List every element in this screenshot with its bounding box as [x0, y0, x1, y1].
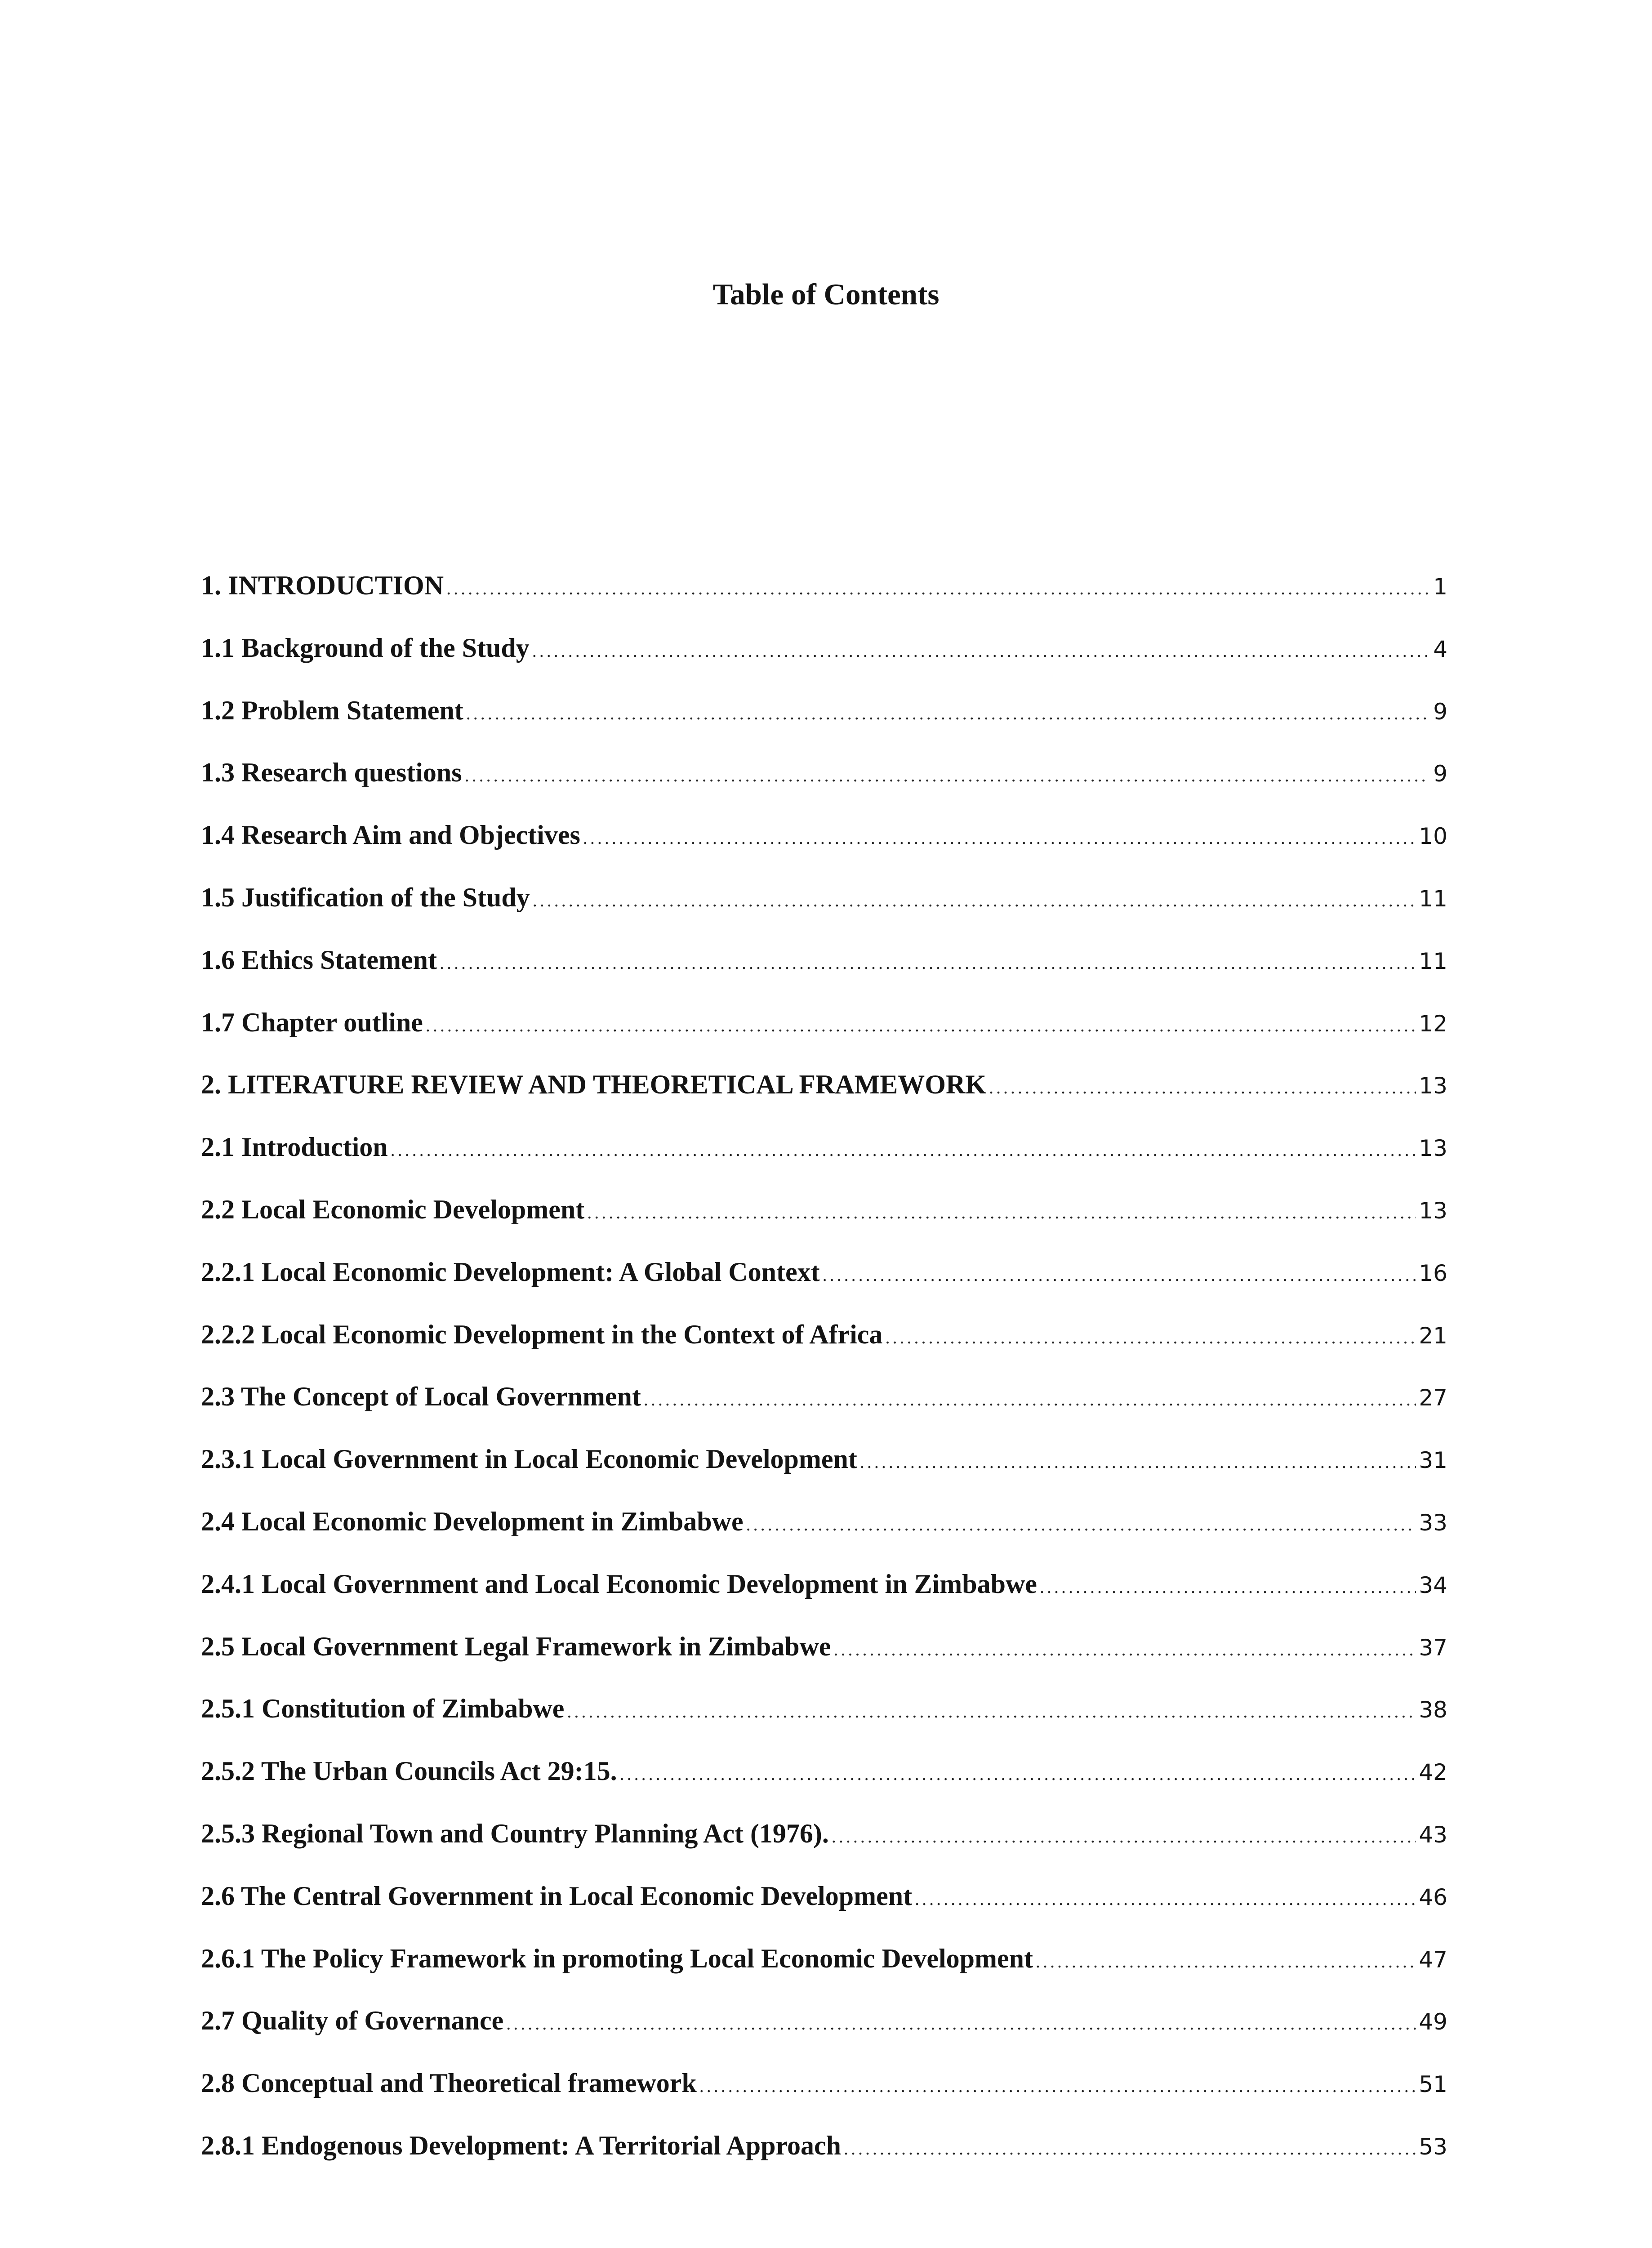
toc-entry-label: 1. INTRODUCTION	[201, 571, 444, 600]
toc-entry[interactable]	[201, 2130, 1447, 2193]
toc-entry[interactable]	[201, 1631, 1447, 1694]
toc-entry[interactable]	[201, 1319, 1447, 1382]
toc-dot-leader	[823, 1264, 1416, 1285]
toc-dot-leader	[440, 952, 1416, 973]
toc-entry-label: 2.6.1 The Policy Framework in promoting Local Economic Development	[201, 1943, 1033, 1973]
toc-entry[interactable]	[201, 882, 1447, 945]
toc-entry-label: 2.5.2 The Urban Councils Act 29:15.	[201, 1756, 617, 1786]
toc-entry[interactable]	[201, 1756, 1447, 1818]
toc-dot-leader	[466, 703, 1429, 724]
toc-dot-leader	[1036, 1951, 1416, 1972]
toc-entry-label: 2.8 Conceptual and Theoretical framework	[201, 2068, 697, 2098]
toc-entry-page-number: 46	[1419, 1884, 1447, 1910]
toc-dot-leader	[583, 827, 1416, 848]
toc-entry-label: 1.3 Research questions	[201, 758, 462, 788]
toc-entry-page-number: 53	[1419, 2133, 1447, 2160]
toc-dot-leader	[746, 1514, 1416, 1535]
toc-entry[interactable]	[201, 1381, 1447, 1444]
toc-entry-page-number: 43	[1419, 1821, 1447, 1848]
toc-dot-leader	[989, 1077, 1416, 1098]
toc-entry-page-number: 13	[1419, 1135, 1447, 1162]
toc-entry-label: 2.8.1 Endogenous Development: A Territorial Approach	[201, 2130, 842, 2160]
toc-entry[interactable]	[201, 695, 1447, 758]
toc-entry[interactable]	[201, 2068, 1447, 2130]
toc-entry-page-number: 13	[1419, 1073, 1447, 1099]
toc-entry-label: 1.2 Problem Statement	[201, 695, 463, 725]
toc-entry[interactable]	[201, 1881, 1447, 1943]
toc-entry[interactable]	[201, 1444, 1447, 1506]
toc-entry-page-number: 37	[1419, 1634, 1447, 1661]
toc-entry-label: 2.4 Local Economic Development in Zimbabwe	[201, 1506, 744, 1536]
toc-entry-page-number: 12	[1419, 1010, 1447, 1037]
toc-entry-page-number: 51	[1419, 2071, 1447, 2098]
toc-entry-label: 2.1 Introduction	[201, 1132, 388, 1162]
toc-dot-leader	[446, 578, 1429, 599]
toc-dot-leader	[587, 1202, 1416, 1223]
toc-entry[interactable]	[201, 1569, 1447, 1631]
toc-dot-leader	[567, 1701, 1416, 1722]
toc-entry-label: 2.2.2 Local Economic Development in the Context of Africa	[201, 1319, 883, 1349]
toc-dot-leader	[532, 640, 1429, 661]
toc-entry[interactable]	[201, 1943, 1447, 2006]
toc-entry-label: 2.2.1 Local Economic Development: A Global Context	[201, 1257, 820, 1287]
toc-entry-page-number: 34	[1419, 1572, 1447, 1598]
toc-entry-label: 1.6 Ethics Statement	[201, 945, 437, 975]
toc-entry[interactable]	[201, 633, 1447, 695]
toc-dot-leader	[699, 2075, 1416, 2096]
toc-entry-page-number: 31	[1419, 1447, 1447, 1474]
toc-entry-page-number: 38	[1419, 1697, 1447, 1723]
toc-entry-page-number: 4	[1433, 636, 1447, 662]
toc-entry[interactable]	[201, 1132, 1447, 1194]
toc-entry-page-number: 49	[1419, 2009, 1447, 2035]
toc-dot-leader	[620, 1763, 1416, 1784]
toc-entry[interactable]	[201, 1194, 1447, 1257]
toc-entry-label: 2.2 Local Economic Development	[201, 1194, 585, 1224]
toc-entry[interactable]	[201, 2005, 1447, 2068]
toc-dot-leader	[426, 1015, 1416, 1036]
toc-entry[interactable]	[201, 1257, 1447, 1319]
toc-dot-leader	[533, 890, 1416, 911]
toc-entry[interactable]	[201, 945, 1447, 1007]
toc-dot-leader	[832, 1826, 1416, 1847]
toc-entry-label: 1.1 Background of the Study	[201, 633, 530, 663]
toc-entry-page-number: 13	[1419, 1197, 1447, 1224]
toc-dot-leader	[465, 765, 1429, 786]
toc-entry-page-number: 9	[1433, 698, 1447, 725]
toc-entry-label: 1.4 Research Aim and Objectives	[201, 820, 580, 850]
toc-entry-page-number: 11	[1419, 948, 1447, 974]
page-title: Table of Contents	[712, 278, 940, 311]
toc-entry-page-number: 47	[1419, 1946, 1447, 1973]
table-of-contents	[201, 570, 1447, 2193]
toc-entry-label: 2.3 The Concept of Local Government	[201, 1382, 641, 1412]
toc-dot-leader	[834, 1639, 1416, 1660]
toc-dot-leader	[860, 1451, 1416, 1472]
toc-entry-page-number: 10	[1419, 823, 1447, 850]
toc-entry-page-number: 42	[1419, 1759, 1447, 1786]
toc-entry-label: 2. LITERATURE REVIEW AND THEORETICAL FRAMEWORK	[201, 1070, 986, 1100]
toc-dot-leader	[644, 1389, 1416, 1410]
toc-entry-page-number: 27	[1419, 1385, 1447, 1411]
toc-entry-page-number: 21	[1419, 1322, 1447, 1349]
toc-entry-page-number: 11	[1419, 885, 1447, 912]
toc-entry-label: 1.5 Justification of the Study	[201, 882, 530, 912]
toc-dot-leader	[885, 1327, 1416, 1348]
toc-entry-page-number: 33	[1419, 1509, 1447, 1536]
toc-dot-leader	[391, 1139, 1416, 1160]
toc-entry[interactable]	[201, 820, 1447, 882]
toc-dot-leader	[1040, 1576, 1416, 1597]
toc-entry[interactable]	[201, 1818, 1447, 1881]
toc-entry-page-number: 1	[1433, 574, 1447, 600]
toc-entry-label: 2.6 The Central Government in Local Economic Development	[201, 1881, 913, 1911]
toc-entry[interactable]	[201, 757, 1447, 820]
toc-entry[interactable]	[201, 1069, 1447, 1132]
toc-entry-label: 2.5.1 Constitution of Zimbabwe	[201, 1694, 565, 1724]
toc-entry-page-number: 9	[1433, 761, 1447, 787]
toc-dot-leader	[844, 2138, 1416, 2159]
toc-entry[interactable]	[201, 1693, 1447, 1756]
toc-entry-label: 2.5 Local Government Legal Framework in Zimbabwe	[201, 1631, 831, 1661]
toc-entry-label: 2.4.1 Local Government and Local Economic Development in Zimbabwe	[201, 1569, 1037, 1599]
toc-entry-page-number: 16	[1419, 1260, 1447, 1286]
toc-entry-label: 2.3.1 Local Government in Local Economic Development	[201, 1444, 857, 1474]
toc-dot-leader	[915, 1888, 1416, 1909]
toc-entry-label: 2.5.3 Regional Town and Country Planning Act (1976).	[201, 1818, 829, 1848]
toc-entry-label: 1.7 Chapter outline	[201, 1007, 423, 1037]
toc-entry[interactable]	[201, 1007, 1447, 1070]
toc-entry[interactable]	[201, 570, 1447, 633]
toc-dot-leader	[506, 2013, 1416, 2034]
toc-entry-label: 2.7 Quality of Governance	[201, 2006, 504, 2036]
toc-entry[interactable]	[201, 1506, 1447, 1569]
